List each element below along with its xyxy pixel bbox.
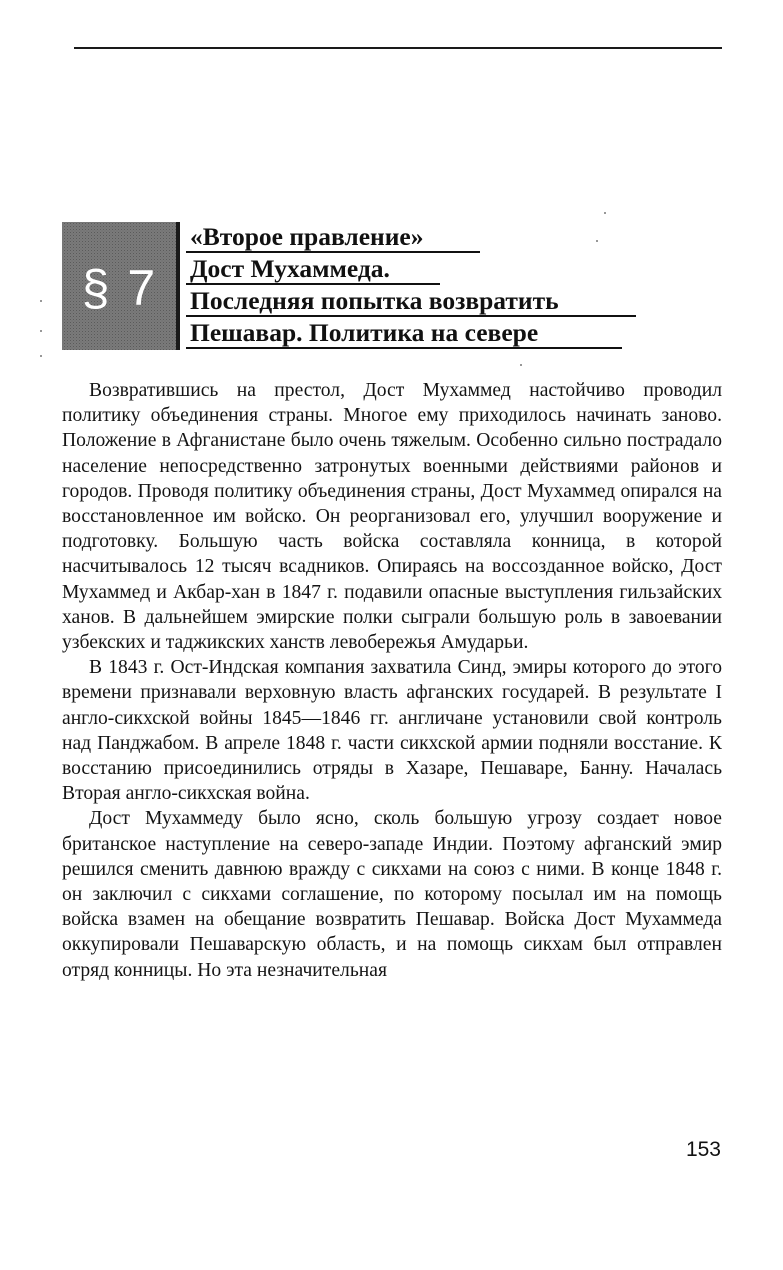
paragraph-3: Дост Мухаммеду было ясно, сколь большую угрозу создает новое британское наступление на северо-западе Индии. Поэтому афганский эмир решился сменить давнюю вражду с сикхами на союз с ними. В конце 1848 г. он заключил с сикхами соглашение, по которому посылал им на помощь войска взамен на обещание возвратить Пешавар. Войска Дост Мухаммеда оккупировали Пешаварскую область, и на помощь сикхам был отправлен отряд конницы. Но эта незначительная: [62, 808, 722, 981]
top-rule: [74, 47, 722, 49]
title-line-1: «Второе правление»: [186, 222, 666, 254]
scan-speck: [520, 364, 522, 366]
scan-speck: [604, 212, 606, 214]
scan-speck: [40, 355, 42, 357]
scan-speck: [40, 330, 42, 332]
scan-speck: [40, 300, 42, 302]
title-line-3: Последняя попытка возвратить: [186, 286, 666, 318]
section-header: [62, 222, 662, 350]
body-text: [62, 378, 722, 983]
title-line-4: Пешавар. Политика на севере: [186, 318, 666, 350]
page-number: 153: [685, 1138, 721, 1161]
paragraph-2: В 1843 г. Ост-Индская компания захватила Синд, эмиры которого до этого времени признавали верховную власть афганских государей. В результате I англо-сикхской войны 1845—1846 гг. англичане установили свой контроль над Панджабом. В апреле 1848 г. части сикхской армии подняли восстание. К восстанию присоединились отряды в Хазаре, Пешаваре, Банну. Началась Вторая англо-сикхская война.: [62, 657, 722, 805]
title-line-2: Дост Мухаммеда.: [186, 254, 666, 286]
section-number: § 7: [81, 260, 158, 316]
section-title: [186, 222, 666, 350]
scan-speck: [596, 240, 598, 242]
paragraph-1: Возвратившись на престол, Дост Мухаммед настойчиво проводил политику объединения страны. Многое ему приходилось начинать заново. Положение в Афганистане было очень тяжелым. Особенно сильно пострадало население непосредственно затронутых военными действиями районов и городов. Проводя политику объединения страны, Дост Мухаммед опирался на восстановленное им войско. Он реорганизовал его, улучшил вооружение и подготовку. Большую часть войска составляла конница, в которой насчитывалось 12 тысяч всадников. Опираясь на воссозданное войско, Дост Мухаммед и Акбар-хан в 1847 г. подавили опасные выступления гильзайских ханов. В дальнейшем эмирские полки сыграли большую роль в завоевании узбекских и таджикских ханств левобережья Амударьи.: [62, 380, 722, 654]
section-number-box: [62, 222, 180, 350]
